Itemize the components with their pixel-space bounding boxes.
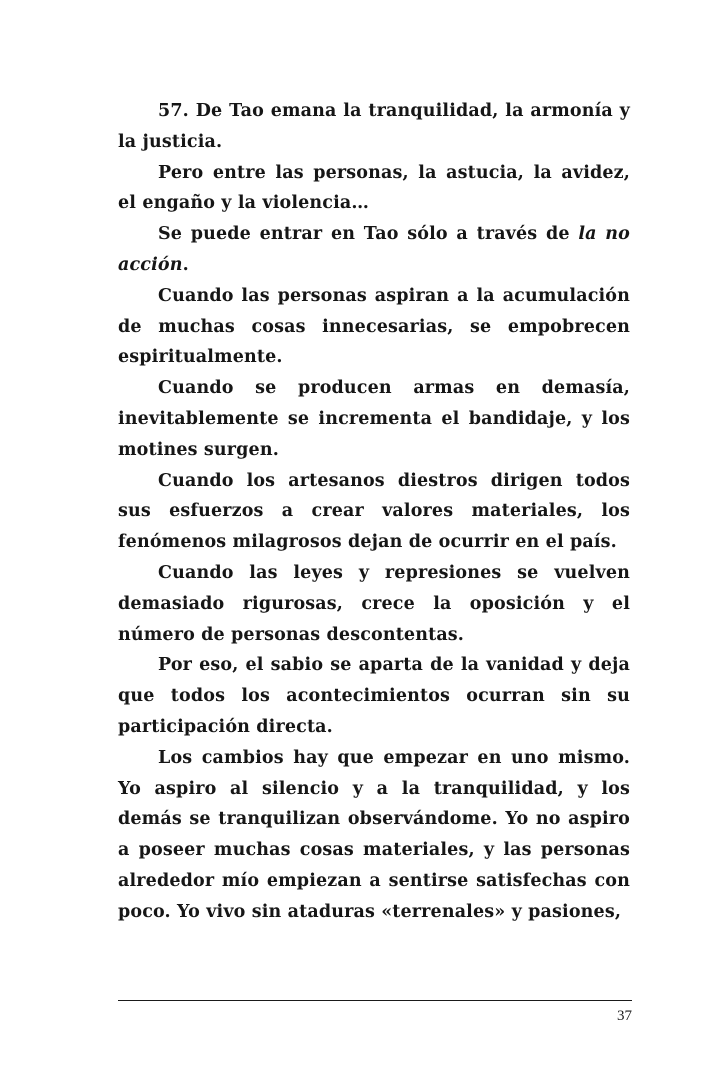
paragraph-laws: Cuando las leyes y represiones se vuelven demasiado rigurosas, crece la oposición y el número de personas descontentas. — [118, 562, 630, 645]
paragraph-weapons: Cuando se producen armas en demasía, inevitablemente se incrementa el bandidaje, y los motines surgen. — [118, 378, 630, 460]
paragraph-accumulation: Cuando las personas aspiran a la acumulación de muchas cosas innecesarias, se empobrecen espiritualmente. — [118, 285, 630, 368]
no-action-tail: . — [182, 254, 189, 275]
footer-rule — [118, 1000, 632, 1001]
page-body — [118, 96, 630, 928]
paragraph-57-intro: 57. De Tao emana la tranquilidad, la armonía y la justicia. — [118, 101, 630, 152]
no-action-emphasis: la no acción — [118, 224, 630, 275]
paragraph-no-action — [118, 219, 630, 281]
page-number: 37 — [617, 1008, 632, 1024]
paragraph-sage: Por eso, el sabio se aparta de la vanidad y deja que todos los acontecimientos ocurran sin su participación directa. — [118, 655, 630, 737]
paragraph-artisans: Cuando los artesanos diestros dirigen todos sus esfuerzos a crear valores materiales, los fenómenos milagrosos dejan de ocurrir en el país. — [118, 470, 630, 553]
paragraph-people-vices: Pero entre las personas, la astucia, la avidez, el engaño y la violencia… — [118, 162, 630, 214]
paragraph-changes: Los cambios hay que empezar en uno mismo. Yo aspiro al silencio y a la tranquilidad, y los demás se tranquilizan observándome. Yo no aspiro a poseer muchas cosas materiales, y las personas alrededor mío empiezan a sentirse satisfechas con poco. Yo vivo sin ataduras «terrenales» y pasiones, — [118, 747, 630, 922]
no-action-lead: Se puede entrar en Tao sólo a través de — [158, 224, 579, 245]
